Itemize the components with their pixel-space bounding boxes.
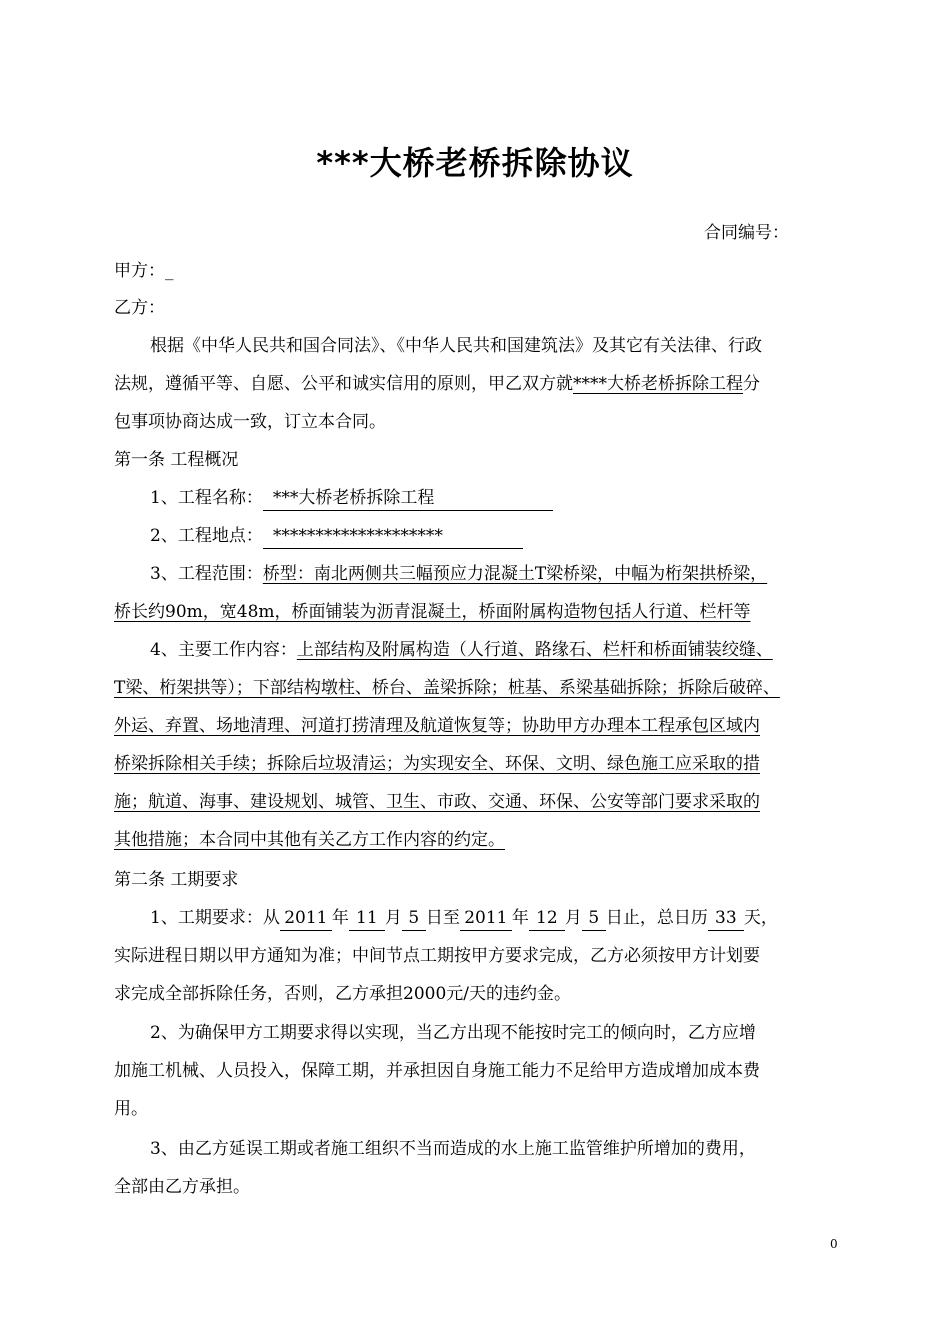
schedule-line-1: 1、工期要求：从 2011 年 11 月 5 日至 2011 年 12 月 5 日止，总日历 33 天， [150,906,838,931]
article-2-heading: 第二条 工期要求 [114,870,239,890]
end-day: 5 [582,906,606,931]
clause-2-line-3: 用。 [114,1099,148,1119]
party-b-line [114,296,838,320]
start-day: 5 [402,906,426,931]
work-line-3: 外运、弃置、场地清理、河道打捞清理及航道恢复等；协助甲方办理本工程承包区域内 [114,716,760,736]
party-a-blank: _ [165,261,174,281]
project-name-line: 1、工程名称： ***大桥老桥拆除工程 [150,486,838,511]
work-line-1: 4、主要工作内容：上部结构及附属构造（人行道、路缘石、栏杆和桥面铺装绞缝、 [150,640,773,660]
clause-2-line-2: 加施工机械、人员投入，保障工期，并承担因自身施工能力不足给甲方造成增加成本费 [114,1061,760,1081]
intro-line-2: 法规，遵循平等、自愿、公平和诚实信用的原则，甲乙双方就****大桥老桥拆除工程分 [114,374,760,394]
work-line-4: 桥梁拆除相关手续；拆除后垃圾清运；为实现安全、环保、文明、绿色施工应采取的措 [114,754,760,774]
project-name-underlined: ****大桥老桥拆除工程 [573,374,743,394]
end-year: 2011 [460,906,512,931]
total-days: 33 [708,906,744,931]
end-month: 12 [529,906,565,931]
clause-3-line-2: 全部由乙方承担。 [114,1177,250,1197]
project-site-value: ******************** [263,524,523,549]
project-site-line: 2、工程地点： ******************** [150,524,838,549]
clause-3-line-1: 3、由乙方延误工期或者施工组织不当而造成的水上施工监管维护所增加的费用， [150,1139,756,1159]
work-line-2: T梁、桁架拱等）；下部结构墩柱、桥台、盖梁拆除；桩基、系梁基础拆除；拆除后破碎、 [114,678,780,698]
scope-line-1: 3、工程范围：桥型：南北两侧共三幅预应力混凝土T梁桥梁，中幅为桁架拱桥梁， [150,564,768,584]
schedule-line-3: 求完成全部拆除任务，否则，乙方承担2000元/天的违约金。 [114,984,571,1004]
article-1-heading: 第一条 工程概况 [114,450,239,470]
scope-line-2: 桥长约90m，宽48m，桥面铺装为沥青混凝土，桥面附属构造物包括人行道、栏杆等 [114,602,751,622]
start-month: 11 [349,906,385,931]
work-line-6: 其他措施；本合同中其他有关乙方工作内容的约定。 [114,830,505,850]
party-a-label: 甲方： [114,261,165,281]
document-title: ***大桥老桥拆除协议 [316,144,634,182]
schedule-line-2: 实际进程日期以甲方通知为准；中间节点工期按甲方要求完成，乙方必须按甲方计划要 [114,946,760,966]
intro-line-3: 包事项协商达成一致，订立本合同。 [114,412,386,432]
project-name-value: ***大桥老桥拆除工程 [263,486,553,511]
intro-line-1: 根据《中华人民共和国合同法》、《中华人民共和国建筑法》及其它有关法律、行政 [150,336,762,356]
start-year: 2011 [280,906,332,931]
party-b-label: 乙方： [114,298,165,318]
work-line-5: 施；航道、海事、建设规划、城管、卫生、市政、交通、环保、公安等部门要求采取的 [114,792,760,812]
clause-2-line-1: 2、为确保甲方工期要求得以实现，当乙方出现不能按时完工的倾向时，乙方应增 [150,1023,756,1043]
page-number: 0 [830,1237,838,1251]
contract-number-label: 合同编号： [704,223,789,243]
party-a-line [114,259,838,283]
